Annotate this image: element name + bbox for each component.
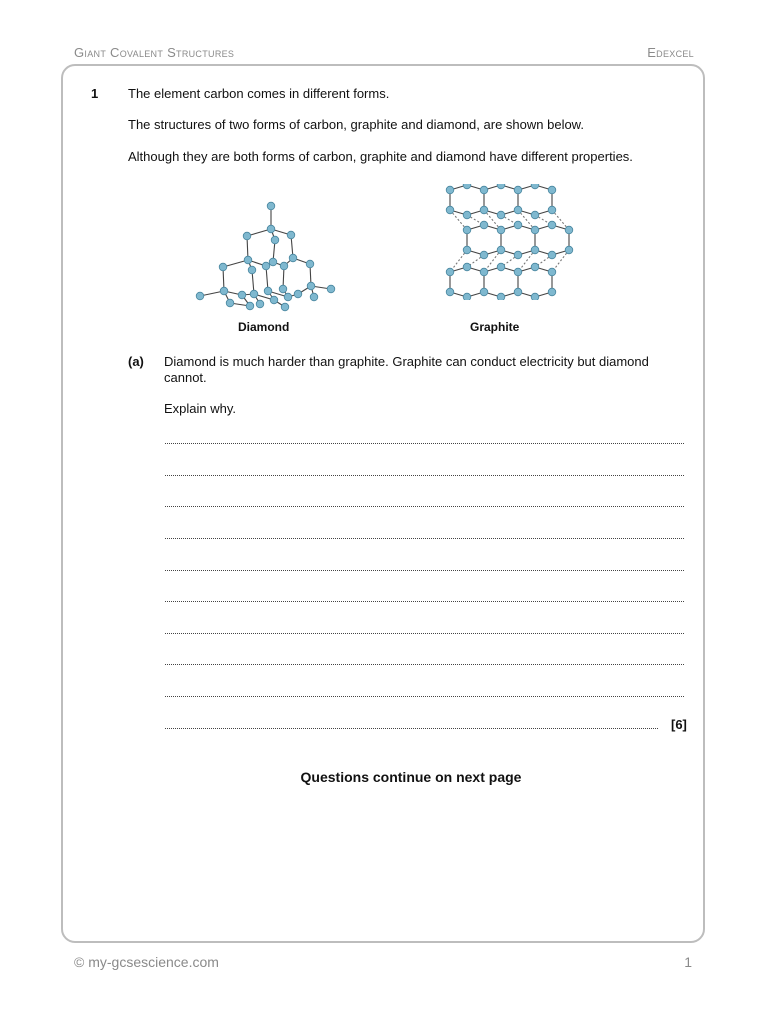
carbon-atom [514, 206, 522, 214]
carbon-atom [480, 186, 488, 194]
carbon-atom [446, 268, 454, 276]
carbon-atom [446, 288, 454, 296]
header-topic: Giant Covalent Structures [74, 45, 235, 60]
intro-line-3: Although they are both forms of carbon, graphite and diamond have different properties. [128, 149, 633, 164]
carbon-atom [446, 186, 454, 194]
answer-line[interactable] [165, 443, 684, 444]
carbon-atom [497, 226, 505, 234]
answer-line[interactable] [165, 475, 684, 476]
carbon-atom [531, 226, 539, 234]
carbon-atom [548, 221, 556, 229]
carbon-atom [497, 263, 505, 271]
answer-line[interactable] [165, 506, 684, 507]
carbon-atom [480, 251, 488, 259]
carbon-atom [497, 211, 505, 219]
carbon-atom [548, 251, 556, 259]
part-a-text-line-1: Diamond is much harder than graphite. Graphite can conduct electricity but diamond [164, 354, 649, 369]
carbon-atom [463, 184, 471, 189]
carbon-atom [480, 268, 488, 276]
carbon-atom [463, 263, 471, 271]
answer-line[interactable] [165, 538, 684, 539]
answer-line[interactable] [165, 633, 684, 634]
carbon-atom [514, 221, 522, 229]
answer-line[interactable] [165, 728, 658, 729]
carbon-atom [531, 184, 539, 189]
carbon-atom [463, 211, 471, 219]
graphite-label: Graphite [470, 320, 520, 334]
carbon-atom [548, 288, 556, 296]
carbon-atom [531, 293, 539, 300]
carbon-atom [514, 186, 522, 194]
answer-line[interactable] [165, 696, 684, 697]
carbon-atom [514, 268, 522, 276]
carbon-atom [531, 211, 539, 219]
part-a-text-line-2: cannot. [164, 370, 207, 385]
carbon-atom [514, 288, 522, 296]
carbon-atom [565, 246, 573, 254]
part-a-label: (a) [128, 354, 144, 369]
carbon-atom [463, 226, 471, 234]
header-board: Edexcel [647, 45, 694, 60]
carbon-atom [514, 251, 522, 259]
intro-line-2: The structures of two forms of carbon, graphite and diamond, are shown below. [128, 117, 584, 132]
carbon-atom [531, 246, 539, 254]
answer-line[interactable] [165, 664, 684, 665]
carbon-atom [548, 206, 556, 214]
answer-line[interactable] [165, 570, 684, 571]
carbon-atom [497, 293, 505, 300]
graphite-structure-image [440, 184, 580, 300]
carbon-atom [446, 206, 454, 214]
carbon-atom [548, 268, 556, 276]
question-number: 1 [91, 86, 99, 101]
continue-note: Questions continue on next page [300, 769, 522, 785]
carbon-atom [548, 186, 556, 194]
diamond-structure-image [190, 196, 340, 314]
carbon-atom [497, 184, 505, 189]
marks-badge: [6] [671, 717, 687, 732]
part-a-instruction: Explain why. [164, 401, 237, 416]
diamond-label: Diamond [238, 320, 290, 334]
question-frame [61, 64, 705, 943]
carbon-atom [480, 288, 488, 296]
footer-copyright: © my-gcsescience.com [74, 954, 219, 970]
carbon-atom [480, 221, 488, 229]
carbon-atom [497, 246, 505, 254]
footer-page-number: 1 [684, 954, 692, 970]
carbon-atom [463, 293, 471, 300]
carbon-atom [531, 263, 539, 271]
carbon-atom [480, 206, 488, 214]
carbon-atom [565, 226, 573, 234]
answer-line[interactable] [165, 601, 684, 602]
carbon-atom [463, 246, 471, 254]
intro-line-1: The element carbon comes in different forms. [128, 86, 390, 101]
